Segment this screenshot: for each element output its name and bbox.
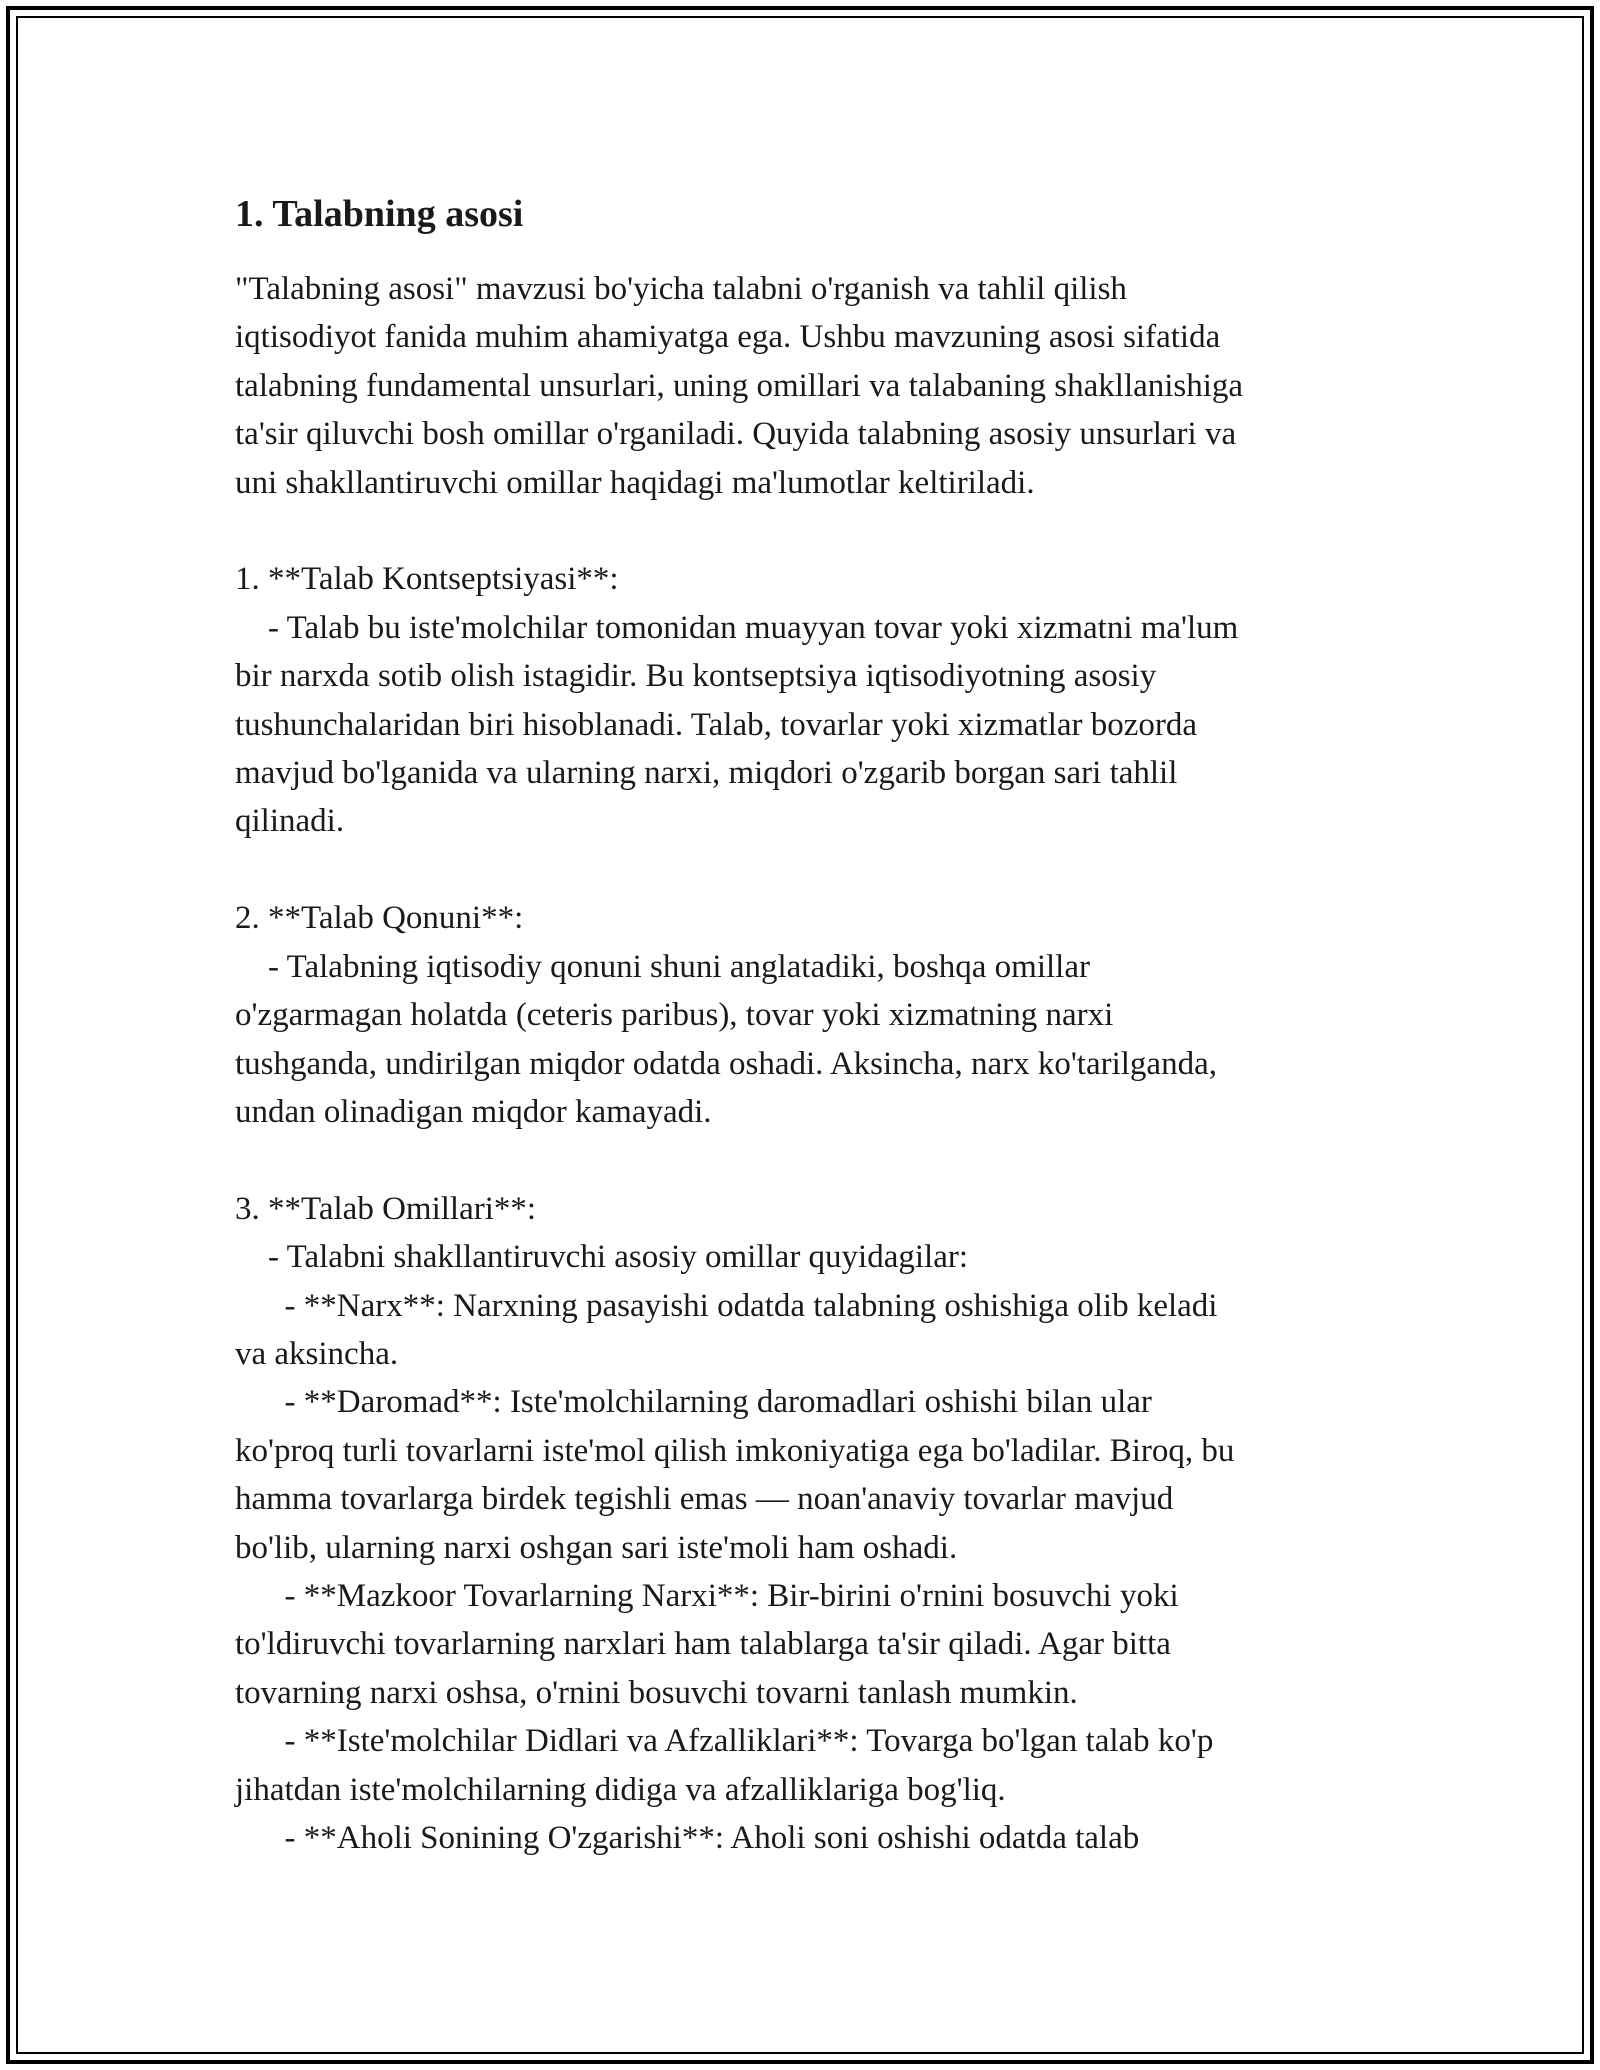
intro-paragraph: "Talabning asosi" mavzusi bo'yicha talabni o'rganish va tahlil qilish iqtisodiyot fanida muhim ahamiyatga ega. Ushbu mavzuning asosi sifatida talabning fundamental unsurlari, uning omillari va talabaning shakllanishiga ta'sir qiluvchi bosh omillar o'rganiladi. Quyida talabning asosiy unsurlari va uni shakllantiruvchi omillar haqidagi ma'lumotlar keltiriladi. (235, 271, 1244, 501)
blank-line (235, 1136, 1375, 1184)
section-talab-omillari: 3. **Talab Omillari**: - Talabni shakllantiruvchi asosiy omillar quyidagilar: - **Narx**: Narxning pasayishi odatda talabning oshishiga olib keladi va aksincha. - **Daromad**: Iste'molchilarning daromadlari oshishi bilan ular ko'proq turli tovarlarni iste'mol qilish imkoniyatiga ega bo'ladilar. Biroq, bu hamma tovarlarga birdek tegishli emas — noan'anaviy tovarlar mavjud bo'lib, ularning narxi oshgan sari iste'moli ham oshadi. - **Mazkoor Tovarlarning Narxi**: Bir-birini o'rnini bosuvchi yoki to'ldiruvchi tovarlarning narxlari ham talablarga ta'sir qiladi. Agar bitta tovarning narxi oshsa, o'rnini bosuvchi tovarni tanlash mumkin. - **Iste'molchilar Didlari va Afzalliklari**: Tovarga bo'lgan talab ko'p jihatdan iste'molchilarning didiga va afzalliklariga bog'liq. - **Aholi Sonining O'zgarishi**: Aholi soni oshishi odatda talab (235, 1190, 1235, 1856)
section-heading: 1. Talabning asosi (235, 193, 524, 235)
document-body (235, 185, 1375, 1862)
blank-line (235, 507, 1375, 555)
blank-line (235, 846, 1375, 894)
section-talab-qonuni: 2. **Talab Qonuni**: - Talabning iqtisodiy qonuni shuni anglatadiki, boshqa omillar o'zgarmagan holatda (ceteris paribus), tovar yoki xizmatning narxi tushganda, undirilgan miqdor odatda oshadi. Aksincha, narx ko'tarilganda, undan olinadigan miqdor kamayadi. (235, 900, 1217, 1130)
section-talab-kontseptsiyasi: 1. **Talab Kontseptsiyasi**: - Talab bu iste'molchilar tomonidan muayyan tovar yoki xizmatni ma'lum bir narxda sotib olish istagidir. Bu kontseptsiya iqtisodiyotning asosiy tushunchalaridan biri hisoblanadi. Talab, tovarlar yoki xizmatlar bozorda mavjud bo'lganida va ularning narxi, miqdori o'zgarib borgan sari tahlil qilinadi. (235, 561, 1239, 840)
